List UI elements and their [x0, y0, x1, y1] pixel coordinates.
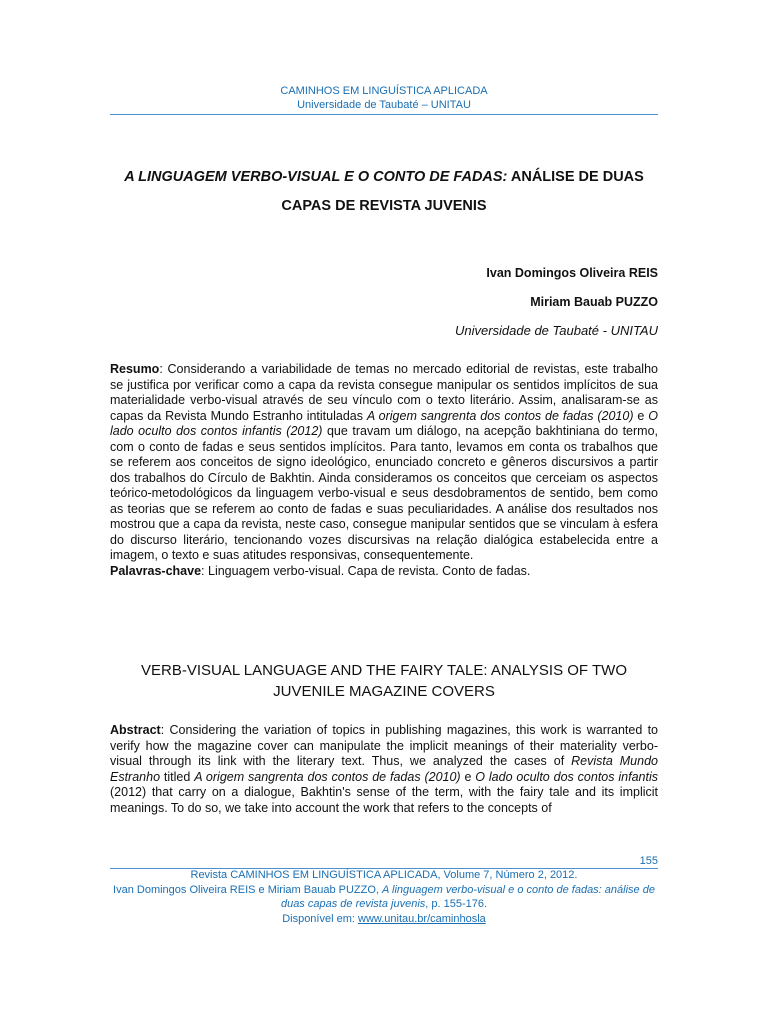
footer-url-link[interactable]: www.unitau.br/caminhosla: [358, 912, 486, 925]
footer-availability-line: [110, 912, 658, 927]
abstract-text-4: (2012) that carry on a dialogue, Bakhtin's sense of the term, with the fairy tale and its implicit meanings. To do so, we take into account the work that refers to the concepts of: [110, 785, 658, 815]
affiliation: Universidade de Taubaté - UNITAU: [454, 323, 658, 338]
resumo-text-2: e: [633, 408, 649, 423]
page-number: 155: [639, 855, 658, 867]
resumo-italic-1: A origem sangrenta dos contos de fadas (2010): [366, 408, 634, 423]
abstract-italic-3: O lado oculto dos contos infantis: [475, 769, 658, 784]
footer-available-label: Disponível em:: [282, 912, 358, 925]
resumo-italic-2: O lado oculto dos contos infantis (2012): [110, 408, 658, 438]
keywords-text: : Linguagem verbo-visual. Capa de revista. Conto de fadas.: [201, 563, 531, 578]
title-regular: ANÁLISE DE DUAS CAPAS DE REVISTA JUVENIS: [281, 169, 644, 214]
resumo-label: Resumo: [110, 362, 160, 376]
footer-authors: Ivan Domingos Oliveira REIS e Miriam Bauab PUZZO,: [113, 883, 383, 896]
abstract-text-2: titled: [160, 769, 195, 784]
abstract-italic-1: Revista Mundo Estranho: [110, 754, 658, 784]
footer-citation-line: [110, 883, 658, 912]
english-title: VERB-VISUAL LANGUAGE AND THE FAIRY TALE: ANALYSIS OF TWO JUVENILE MAGAZINE COVERS: [141, 662, 627, 700]
title-italic: A LINGUAGEM VERBO-VISUAL E O CONTO DE FADAS:: [124, 169, 508, 185]
author-2: Miriam Bauab PUZZO: [530, 295, 658, 309]
abstract-label: Abstract: [110, 723, 161, 737]
resumo-text-3: que travam um diálogo, na acepção bakhtiniana do termo, com o conto de fadas e seus sentidos implícitos. Para tanto, levamos em conta os trabalhos que se referem aos conceitos de signo ideológico, enunciado concreto e gêneros discursivos a partir dos trabalhos do Círculo de Bakhtin. Ainda consideramos os conceitos que cerceiam os aspectos teórico-metodológicos da linguagem verbo-visual e seus desdobramentos de sentido, bem como as teorias que se referem ao conto de fadas e suas peculiaridades. A análise dos resultados nos mostrou que a capa da revista, neste caso, consegue manipular sentidos que se vinculam à esfera do discurso literário, tencionando vozes discursivas na relação dialógica estabelecida entre a imagem, o texto e suas atitudes responsivas, consequentemente.: [110, 424, 658, 562]
resumo-paragraph: [110, 362, 658, 579]
university-name: Universidade de Taubaté – UNITAU: [297, 99, 471, 111]
citation-footer: [110, 868, 658, 926]
journal-header: [110, 84, 658, 112]
footer-pages: , p. 155-176.: [425, 898, 488, 910]
abstract-text-3: e: [460, 769, 476, 784]
article-title: [110, 163, 658, 221]
resumo-text-1: : Considerando a variabilidade de temas no mercado editorial de revistas, este trabalho se justifica por verificar como a capa da revista consegue manipular os sentidos implícitos de sua materialidade verbo-visual através de seu vínculo com o texto literário. Assim, analisaram-se as capas da Revista Mundo Estranho intituladas: [110, 362, 658, 423]
header-divider: [110, 114, 658, 115]
journal-name: CAMINHOS EM LINGUÍSTICA APLICADA: [280, 85, 488, 97]
author-1: Ivan Domingos Oliveira REIS: [486, 266, 658, 280]
abstract-italic-2: A origem sangrenta dos contos de fadas (2010): [194, 769, 461, 784]
abstract-paragraph: [110, 723, 658, 816]
footer-article-title: A linguagem verbo-visual e o conto de fadas: análise de duas capas de revista juvenis: [280, 883, 655, 910]
keywords-label: Palavras-chave: [110, 563, 202, 578]
abstract-text-1: : Considering the variation of topics in publishing magazines, this work is warranted to verify how the magazine cover can manipulate the implicit meanings of their materiality verbo-visual through its link with the literary text. Thus, we analyzed the cases of: [110, 723, 658, 768]
footer-journal-line: Revista CAMINHOS EM LINGUÍSTICA APLICADA, Volume 7, Número 2, 2012.: [190, 869, 578, 881]
